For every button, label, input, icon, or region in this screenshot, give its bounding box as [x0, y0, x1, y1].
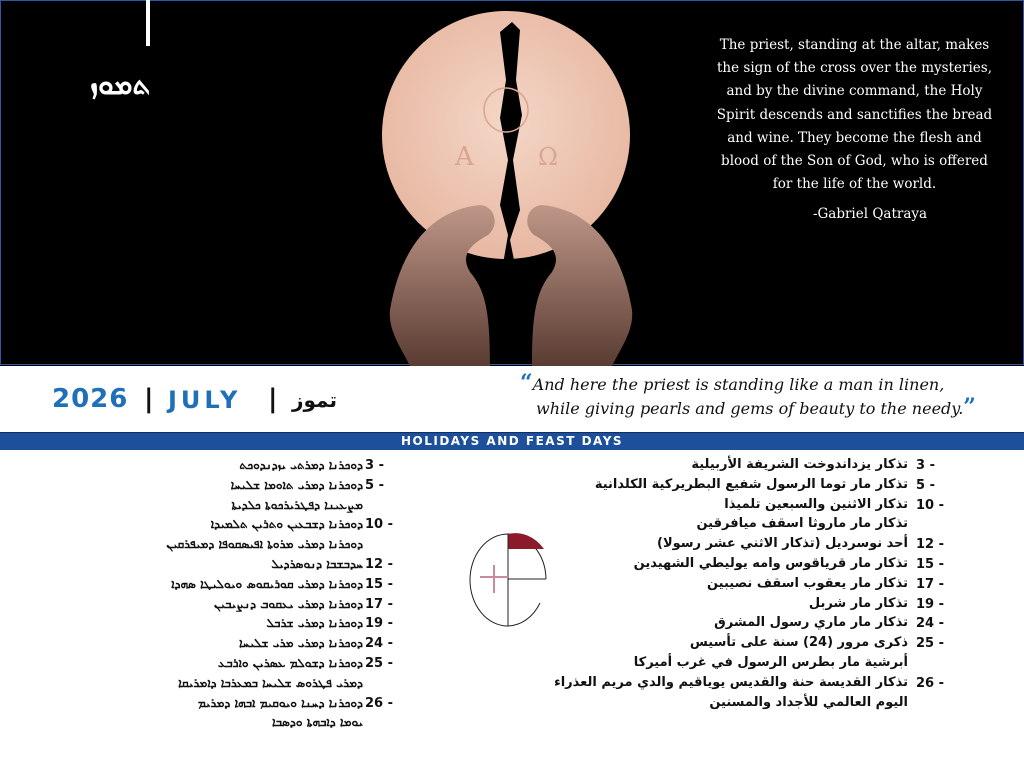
- list-item: [171, 575, 394, 595]
- holiday-text: تذكار مار توما الرسول شفيع البطريركية الكلدانية: [594, 476, 908, 492]
- day-number: 24 -: [365, 636, 394, 652]
- list-item: [530, 634, 945, 654]
- day-number: 26 -: [916, 675, 945, 691]
- quote-author: -Gabriel Qatraya: [812, 206, 928, 222]
- hero-banner: [0, 0, 1024, 366]
- holiday-text: تذكار الاثنين والسبعين تلميذا: [724, 496, 908, 512]
- list-item: [200, 614, 394, 634]
- list-item: [200, 713, 385, 733]
- symbol-left-arc: [470, 534, 508, 626]
- right-hand: [527, 205, 632, 366]
- day-number: 3 -: [916, 458, 935, 473]
- host-alpha: A: [455, 142, 474, 172]
- list-item: [197, 694, 394, 714]
- day-number: 10 -: [365, 517, 394, 533]
- list-item: [178, 674, 385, 694]
- list-item: [530, 476, 945, 496]
- quote-line: and by the divine command, the Holy: [726, 83, 983, 100]
- holiday-text: ܕܘܟܪܢܐ ܕܡܪܝ ܬܐܘܡܐ ܫܠܝܚܐ: [230, 477, 363, 492]
- day-number: 5 -: [365, 477, 384, 493]
- holiday-text: ܕܘܟܪܢܐ ܕܡܪܝ ܝܥܩܘܒ ܕܢܨܝܒܝܢ: [214, 596, 363, 611]
- holiday-text: ܕܘܟܪܢܐ ܕܡܪܝ ܡܪܝ ܫܠܝܚܐ: [239, 636, 363, 651]
- holiday-text: ܕܘܟܪܢܐ ܕܚܢܐ ܘܝܘܩܝܡ ܐܒܗܐ ܕܡܪܝܡ: [197, 695, 363, 710]
- holiday-text: ܡܨܥܝܢܐ ܕܦܛܪܝܪܟܘܬܐ ܟܠܕܝܬܐ: [231, 497, 363, 512]
- list-item: [200, 634, 394, 654]
- list-item: [530, 614, 945, 634]
- holiday-text: ذكرى مرور (24) سنة على تأسيس: [689, 635, 908, 651]
- list-item: [200, 654, 394, 674]
- holiday-text: ܚܕܒܫܒܐ ܕܢܘܣܪܕܝܠ: [271, 556, 363, 571]
- holiday-text: تذكار مار ماري رسول المشرق: [714, 615, 908, 631]
- quote-line: Spirit descends and sanctifies the bread: [716, 106, 993, 123]
- syriac-month-title: ܬܡܘܙ: [90, 68, 151, 101]
- holiday-text: تذكار مار قرياقوس وامه يوليطي الشهيدين: [633, 555, 908, 571]
- holidays-title: HOLIDAYS AND FEAST DAYS: [400, 434, 624, 448]
- list-item: [200, 456, 385, 476]
- list-item: [530, 654, 945, 674]
- holiday-text: ܕܘܟܪܢܐ ܕܡܪܬܝ ܝܙܕܢܕܘܟܬ: [239, 458, 363, 472]
- day-number: 12 -: [365, 556, 394, 572]
- syriac-holiday-list: [166, 456, 394, 733]
- day-number: 19 -: [916, 596, 945, 612]
- holiday-text: أحد نوسرديل (تذكار الاثني عشر رسولا): [657, 536, 908, 552]
- year-label: 2026: [52, 384, 129, 414]
- list-item: [530, 674, 945, 694]
- holiday-text: ܕܘܟܪܢܐ ܕܡܪܝ ܫܪܒܠ: [266, 616, 363, 631]
- holiday-text: ܕܘܟܪܢܐ ܕܡܪܝ ܩܘܪܝܩܘܣ ܘܝܘܠܝܛܐ ܣܗܕܐ: [171, 576, 363, 591]
- list-item: [200, 496, 385, 516]
- day-number: 5 -: [916, 477, 935, 493]
- list-item: [200, 595, 394, 615]
- holiday-text: ܕܘܟܪܢܐ ܕܫܒܥܝܢ ܘܬܪܝܢ ܬܠܡܝܕܐ: [210, 517, 363, 532]
- list-item: [530, 575, 945, 595]
- holiday-text: ܕܘܟܪܢܐ ܕܡܪܝ ܡܪܘܬܐ ܐܦܝܣܩܘܦܐ ܕܡܝܦܪܩܝܢ: [166, 537, 363, 552]
- holiday-text: ܝܘܡܐ ܕܐܒܗܬܐ ܘܕܣܒܐ: [271, 715, 363, 730]
- list-item: [530, 555, 945, 575]
- day-number: 19 -: [365, 616, 394, 632]
- day-number: 3 -: [365, 458, 384, 473]
- day-number: 17 -: [365, 596, 394, 612]
- left-hand: [390, 205, 495, 366]
- verse-text-2: while giving pearls and gems of beauty to the needy.: [536, 399, 964, 418]
- day-number: 24 -: [916, 616, 945, 632]
- verse-line-1: [520, 372, 990, 396]
- quote-line: and wine. They become the flesh and: [727, 129, 982, 146]
- verse-text-1: And here the priest is standing like a man in linen,: [532, 375, 945, 394]
- day-number: 12 -: [916, 537, 945, 553]
- broken-host-image: [370, 10, 670, 366]
- quote-line: The priest, standing at the altar, makes: [719, 37, 990, 53]
- open-quote-mark: “: [520, 370, 533, 396]
- quote-line: for the life of the world.: [772, 176, 937, 193]
- list-item: [530, 496, 945, 516]
- list-item: [530, 694, 945, 714]
- day-number: 15 -: [916, 556, 945, 572]
- list-item: [200, 476, 385, 496]
- quote-line: blood of the Son of God, who is offered: [721, 153, 988, 170]
- holiday-text: أبرشية مار بطرس الرسول في غرب أميركا: [633, 654, 908, 670]
- verse-line-2: [520, 396, 990, 420]
- list-item: [530, 595, 945, 615]
- list-item: [200, 555, 394, 575]
- holiday-text: تذكار يزداندوخت الشريفة الأربيلية: [691, 457, 908, 472]
- holiday-text: ܕܘܟܪܢܐ ܕܫܘܠܡ ܥܣܪܝܢ ܘܐܪܒܥ: [217, 655, 363, 670]
- holiday-text: تذكار مار شربل: [808, 595, 908, 611]
- quote-line: the sign of the cross over the mysteries,: [716, 60, 993, 77]
- month-arabic-label: تموز: [292, 388, 337, 412]
- arabic-holiday-list: [530, 456, 945, 713]
- holidays-title-bar: [0, 432, 1024, 450]
- holiday-text: ܕܡܪܝ ܦܛܪܘܣ ܫܠܝܚܐ ܒܡܥܪܒܐ ܕܐܡܪܝܩܐ: [178, 675, 363, 690]
- day-number: 26 -: [365, 695, 394, 711]
- header-separator: |: [268, 384, 278, 414]
- list-item: [166, 535, 385, 555]
- list-item: [530, 515, 945, 535]
- day-number: 25 -: [365, 655, 394, 671]
- hero-quote: [712, 34, 997, 196]
- holiday-text: تذكار مار ماروثا اسقف ميافرقين: [696, 516, 908, 532]
- close-quote-mark: ”: [963, 394, 976, 420]
- day-number: 10 -: [916, 497, 945, 513]
- header-separator: |: [144, 384, 154, 414]
- holiday-text: اليوم العالمي للأجداد والمسنين: [709, 694, 908, 710]
- day-number: 15 -: [365, 576, 394, 592]
- host-omega: Ω: [538, 143, 558, 171]
- day-number: 17 -: [916, 576, 945, 592]
- list-item: [530, 456, 945, 476]
- month-label: JULY: [168, 386, 242, 414]
- verse-quote: [520, 372, 990, 420]
- list-item: [200, 515, 394, 535]
- holiday-text: تذكار مار يعقوب اسقف نصيبين: [706, 575, 908, 591]
- holiday-text: تذكار القديسة حنة والقديس يوياقيم والدي مريم العذراء: [554, 674, 908, 690]
- hero-tick-mark: [146, 0, 150, 46]
- day-number: 25 -: [916, 636, 945, 652]
- list-item: [530, 535, 945, 555]
